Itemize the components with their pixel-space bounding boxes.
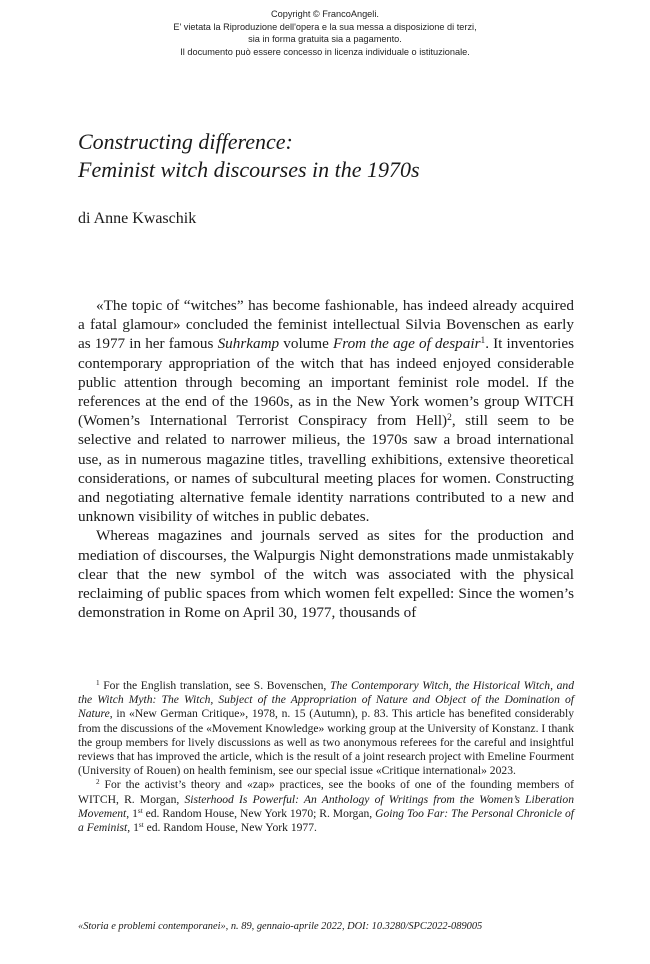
text-run: . It inventories contemporary appropriation of the witch that has indeed enjoyed considerable public attention through becoming an important feminist role model. If the references at the end of the 1960s, as in the New York women’s group WITCH (Women’s International Terrorist Conspiracy from Hell) (78, 335, 575, 430)
copyright-notice (0, 8, 650, 58)
copyright-line: Copyright © FrancoAngeli. (271, 9, 379, 19)
ordinal-suffix: st (138, 821, 144, 830)
text-run: volume (279, 335, 333, 353)
italic-run: Going Too Far: The Personal Chronicle of a Feminist (78, 806, 574, 835)
text-run: ed. Random House, New York 1977. (143, 821, 317, 835)
body-paragraph-1 (78, 296, 574, 526)
footnotes (78, 679, 574, 835)
journal-citation-footer: «Storia e problemi contemporanei», n. 89, gennaio-aprile 2022, DOI: 10.3280/SPC2022-089005 (78, 921, 483, 932)
footnote-ref-2[interactable]: 2 (447, 413, 452, 424)
italic-run: Suhrkamp (217, 335, 280, 353)
copyright-line: Il documento può essere concesso in licenza individuale o istituzionale. (180, 46, 470, 57)
title-line-2: Feminist witch discourses in the 1970s (78, 157, 420, 182)
text-run: , still seem to be selective and related to narrower milieus, the 1970s saw a broad international use, as in numerous magazine titles, travelling exhibitions, extensive theoretical considerations, or names of subcultural meeting places for women. Constructing and negotiating alternative female identity narrations contributed to a new and unknown visibility of witches in public debates. (78, 412, 574, 526)
article-author: di Anne Kwaschik (78, 210, 197, 227)
text-run: For the activist’s theory and «zap» practices, see the books of one of the founding members of WITCH, R. Morgan, (78, 778, 574, 806)
copyright-line: E' vietata la Riproduzione dell'opera e la sua messa a disposizione di terzi, (173, 21, 477, 32)
text-run: , 1 (126, 806, 138, 820)
body-paragraph-2: Whereas magazines and journals served as sites for the production and mediation of discourses, the Walpurgis Night demonstrations made unmistakably clear that the new symbol of the witch was associated with the physical reclaiming of public spaces from which women felt expelled: Since the women’s demonstration in Rome on April 30, 1977, thousands of (78, 527, 574, 622)
title-line-1: Constructing difference: (78, 129, 293, 154)
footnote-number: 2 (96, 778, 100, 787)
copyright-line: sia in forma gratuita sia a pagamento. (248, 34, 402, 44)
text-run: For the English translation, see S. Bovenschen, (99, 679, 330, 692)
text-run: ed. Random House, New York 1970; R. Morgan, (142, 806, 376, 820)
footnote-ref-1[interactable]: 1 (480, 336, 486, 347)
footnote-2 (78, 778, 574, 835)
footnote-1 (78, 679, 574, 778)
text-run: , 1 (127, 821, 139, 835)
italic-run: The Contemporary Witch, the Historical Witch, and the Witch Myth: The Witch, Subject of the Appropriation of Nature and Object of the Domination of Nature (78, 679, 574, 721)
article-body (78, 296, 574, 622)
article-title (78, 128, 578, 184)
text-run: «The topic of “witches” has become fashionable, has indeed already acquired a fatal glamour» concluded the feminist intellectual Silvia Bovenschen as early as 1977 in her famous (78, 297, 574, 353)
italic-run: Sisterhood Is Powerful: An Anthology of Writings from the Women’s Liberation Movement (78, 792, 574, 820)
footnote-number: 1 (96, 679, 100, 688)
ordinal-suffix: st (137, 806, 143, 815)
italic-run: From the age of despair (332, 335, 481, 353)
text-run: , in «New German Critique», 1978, n. 15 (Autumn), p. 83. This article has benefited considerably from the discussions of the «Movement Knowledge» working group at the University of Konstanz. I thank the group members for lively discussions as well as two anonymous referees for the careful and insightful reviews that has improved the article, which is the result of a joint research project with Emeline Fourment (University of Rouen) on health feminism, see our special issue «Critique international» 2023. (78, 707, 574, 778)
